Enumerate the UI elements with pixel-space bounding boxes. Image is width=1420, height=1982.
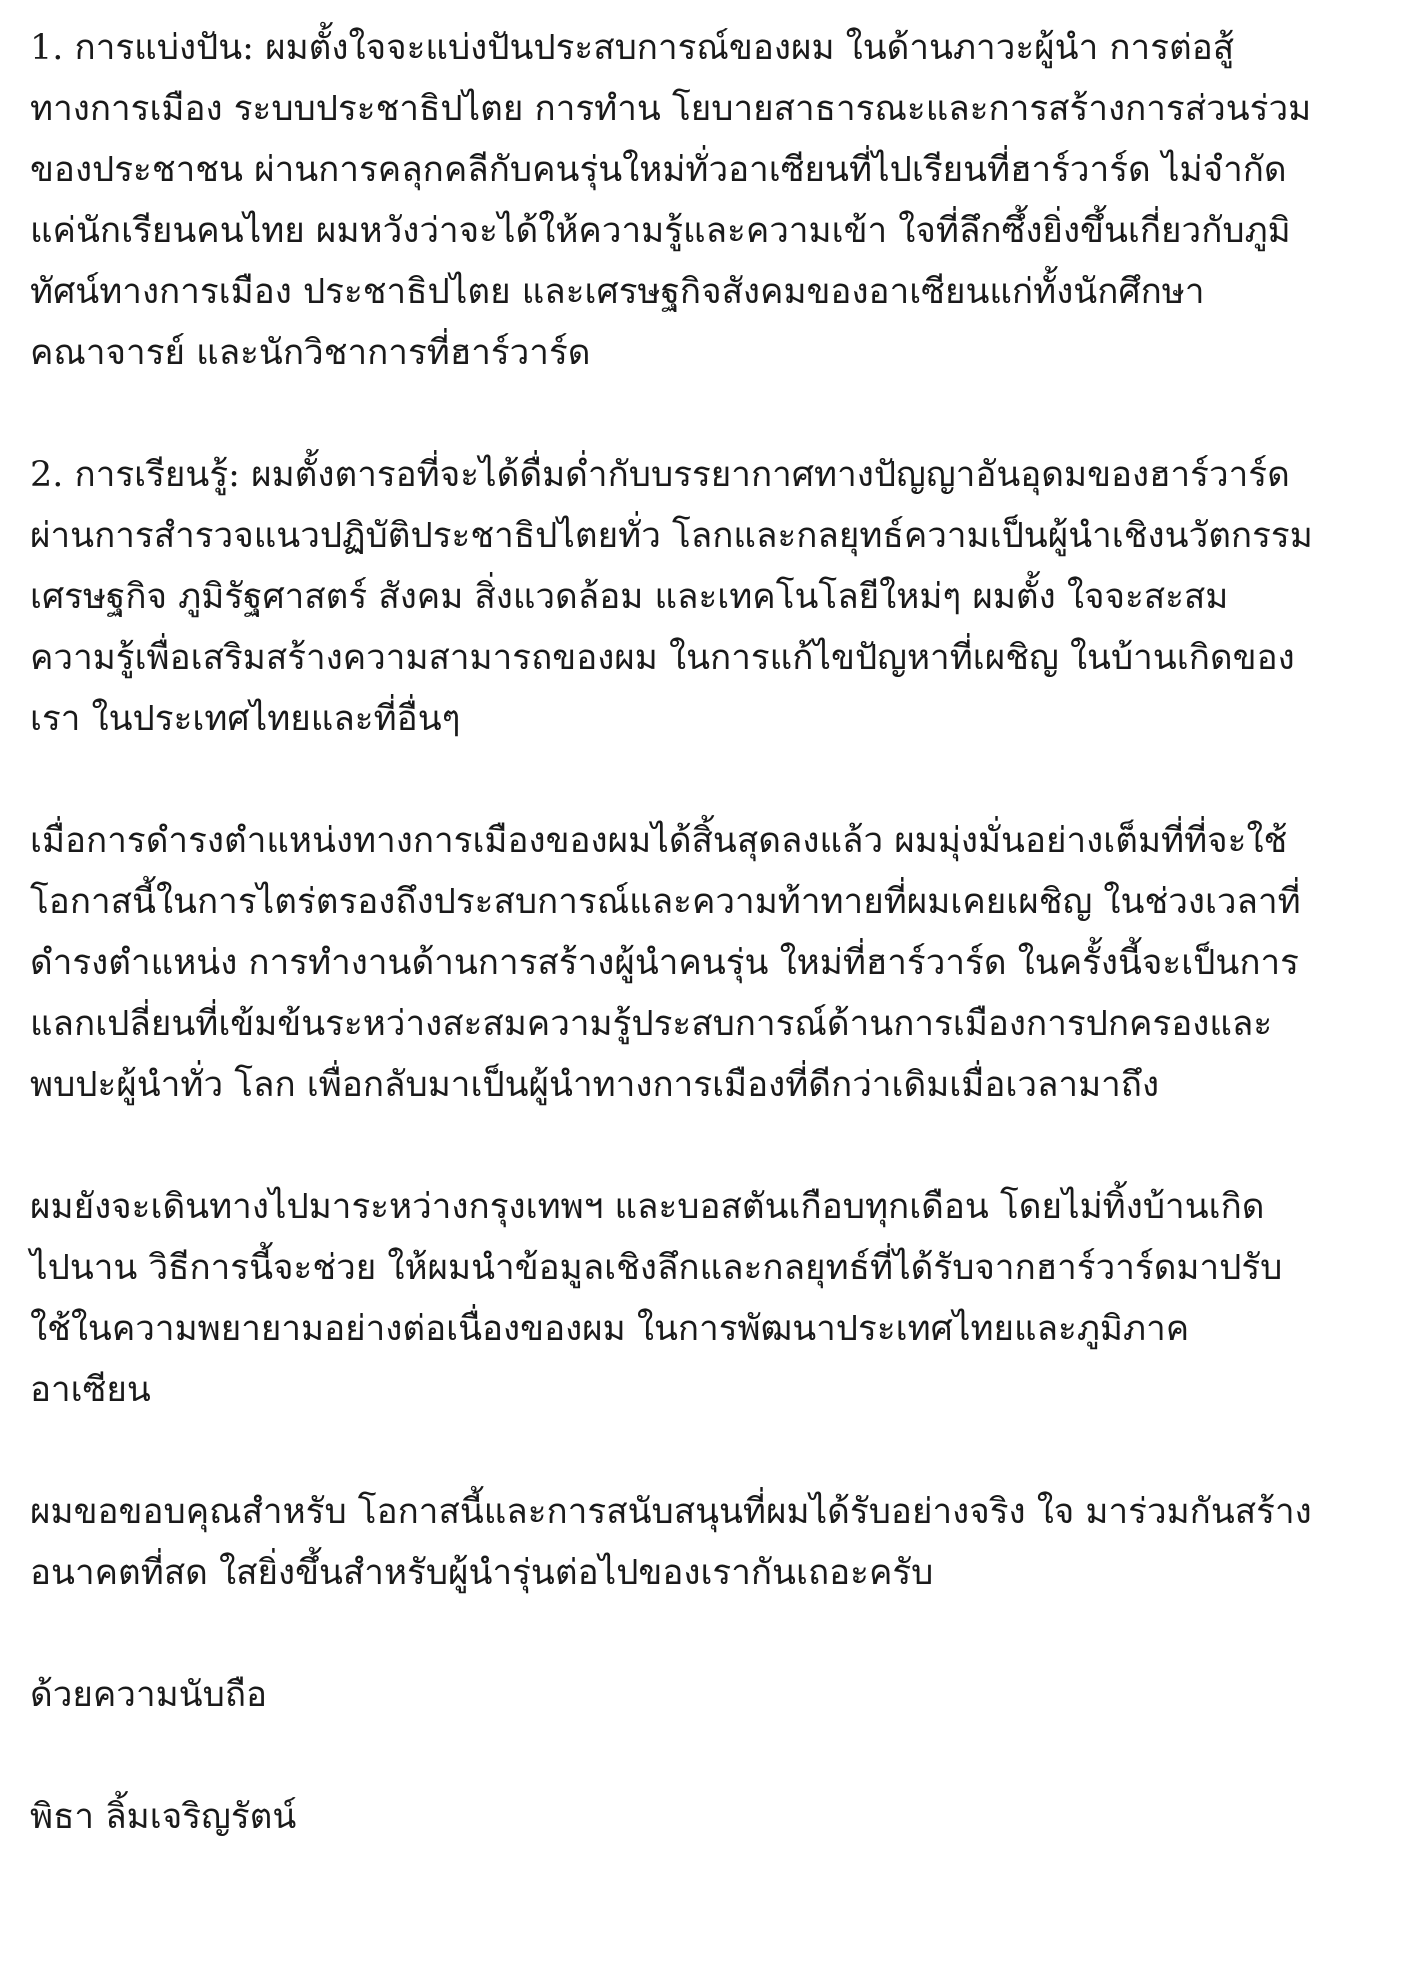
text-line: ทัศน์ทางการเมือง ประชาธิปไตย และเศรษฐกิจสังคมของอาเซียนแก่ทั้งนักศึกษา	[30, 272, 1205, 312]
text-line: ด้วยความนับถือ	[30, 1675, 268, 1715]
text-line: ผมขอขอบคุณสำหรับ โอกาสนี้และการสนับสนุนที่ผมได้รับอย่างจริง ใจ มาร่วมกันสร้าง	[30, 1492, 1312, 1532]
text-line: พบปะผู้นำทั่ว โลก เพื่อกลับมาเป็นผู้นำทางการเมืองที่ดีกว่าเดิมเมื่อเวลามาถึง	[30, 1065, 1160, 1105]
paragraph-travel	[30, 1177, 1395, 1421]
text-line: ของประชาชน ผ่านการคลุกคลีกับคนรุ่นใหม่ทั่วอาเซียนที่ไปเรียนที่ฮาร์วาร์ด ไม่จำกัด	[30, 150, 1287, 190]
paragraph-sharing	[30, 18, 1395, 384]
paragraph-spacer	[30, 1116, 1395, 1177]
text-line: ผมยังจะเดินทางไปมาระหว่างกรุงเทพฯ และบอสตันเกือบทุกเดือน โดยไม่ทิ้งบ้านเกิด	[30, 1187, 1265, 1227]
text-line: ผ่านการสำรวจแนวปฏิบัติประชาธิปไตยทั่ว โลกและกลยุทธ์ความเป็นผู้นำเชิงนวัตกรรม	[30, 516, 1313, 556]
text-line: พิธา ลิ้มเจริญรัตน์	[30, 1797, 297, 1837]
text-line: แลกเปลี่ยนที่เข้มข้นระหว่างสะสมความรู้ประสบการณ์ด้านการเมืองการปกครองและ	[30, 1004, 1273, 1044]
text-line: เรา ในประเทศไทยและที่อื่นๆ	[30, 699, 461, 739]
paragraph-spacer	[30, 1421, 1395, 1482]
text-line: ดำรงตำแหน่ง การทำงานด้านการสร้างผู้นำคนรุ่น ใหม่ที่ฮาร์วาร์ด ในครั้งนี้จะเป็นการ	[30, 943, 1299, 983]
text-line: 1. การแบ่งปัน: ผมตั้งใจจะแบ่งปันประสบการณ์ของผม ในด้านภาวะผู้นำ การต่อสู้	[30, 28, 1235, 68]
text-line: อนาคตที่สด ใสยิ่งขึ้นสำหรับผู้นำรุ่นต่อไปของเรากันเถอะครับ	[30, 1553, 934, 1593]
paragraph-spacer	[30, 384, 1395, 445]
text-line: โอกาสนี้ในการไตร่ตรองถึงประสบการณ์และความท้าทายที่ผมเคยเผชิญ ในช่วงเวลาที่	[30, 882, 1301, 922]
paragraph-spacer	[30, 1604, 1395, 1665]
text-line: อาเซียน	[30, 1370, 151, 1410]
text-line: ความรู้เพื่อเสริมสร้างความสามารถของผม ในการแก้ไขปัญหาที่เผชิญ ในบ้านเกิดของ	[30, 638, 1295, 678]
paragraph-spacer	[30, 1726, 1395, 1787]
paragraph-spacer	[30, 750, 1395, 811]
text-line: แค่นักเรียนคนไทย ผมหวังว่าจะได้ให้ความรู้และความเข้า ใจที่ลึกซึ้งยิ่งขึ้นเกี่ยวกับภูมิ	[30, 211, 1291, 251]
paragraph-thanks	[30, 1482, 1395, 1604]
paragraph-learning	[30, 445, 1395, 750]
closing-salutation	[30, 1665, 1395, 1726]
text-line: 2. การเรียนรู้: ผมตั้งตารอที่จะได้ดื่มด่ำกับบรรยากาศทางปัญญาอันอุดมของฮาร์วาร์ด	[30, 455, 1290, 495]
paragraph-reflection	[30, 811, 1395, 1116]
signature-name	[30, 1787, 1395, 1848]
text-line: ใช้ในความพยายามอย่างต่อเนื่องของผม ในการพัฒนาประเทศไทยและภูมิภาค	[30, 1309, 1190, 1349]
text-line: ไปนาน วิธีการนี้จะช่วย ให้ผมนำข้อมูลเชิงลึกและกลยุทธ์ที่ได้รับจากฮาร์วาร์ดมาปรับ	[30, 1248, 1283, 1288]
letter-body	[30, 18, 1395, 1848]
text-line: คณาจารย์ และนักวิชาการที่ฮาร์วาร์ด	[30, 333, 591, 373]
text-line: เมื่อการดำรงตำแหน่งทางการเมืองของผมได้สิ้นสุดลงแล้ว ผมมุ่งมั่นอย่างเต็มที่ที่จะใช้	[30, 821, 1288, 861]
text-line: เศรษฐกิจ ภูมิรัฐศาสตร์ สังคม สิ่งแวดล้อม และเทคโนโลยีใหม่ๆ ผมตั้ง ใจจะสะสม	[30, 577, 1229, 617]
text-line: ทางการเมือง ระบบประชาธิปไตย การทำน โยบายสาธารณะและการสร้างการส่วนร่วม	[30, 89, 1312, 129]
